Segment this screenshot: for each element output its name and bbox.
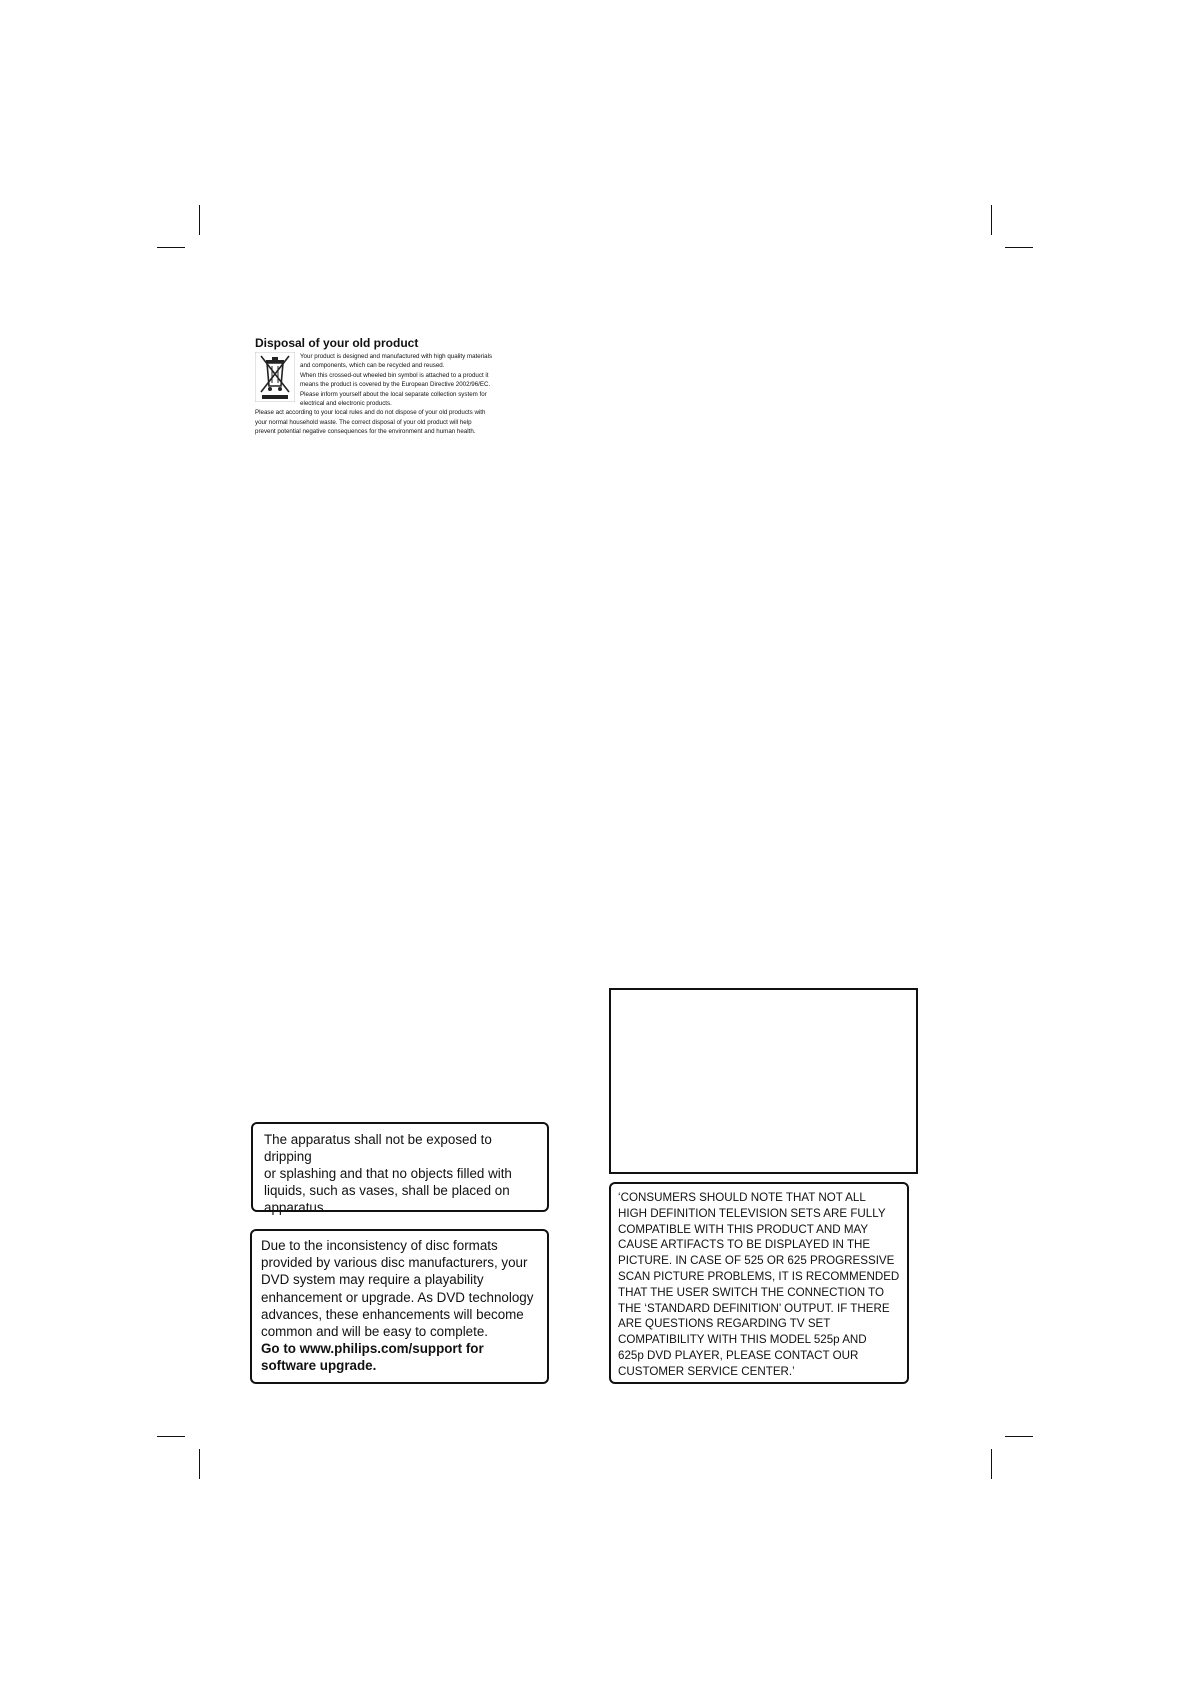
crop-mark-bottom-right-vertical: [991, 1449, 992, 1479]
consumer-notice-line: ‘CONSUMERS SHOULD NOTE THAT NOT ALL: [618, 1191, 866, 1204]
dripping-notice-box: [251, 1122, 549, 1215]
crop-mark-bottom-left-horizontal: [157, 1436, 185, 1437]
disposal-side-line: Please inform yourself about the local separate collection system for: [300, 390, 487, 398]
disposal-title: Disposal of your old product: [255, 336, 419, 350]
dripping-notice-line: liquids, such as vases, shall be placed on: [264, 1183, 510, 1198]
disc-notice-line: advances, these enhancements will become: [261, 1306, 524, 1322]
consumer-notice-box: [609, 1182, 909, 1384]
disposal-side-line: electrical and electronic products.: [300, 400, 392, 408]
crossed-out-wheeled-bin-icon: [255, 352, 295, 402]
crop-mark-bottom-left-vertical: [199, 1449, 200, 1479]
disposal-bottom-line: your normal household waste. The correct disposal of your old product will help: [255, 418, 472, 426]
consumer-notice-line: CUSTOMER SERVICE CENTER.’: [618, 1364, 795, 1378]
disc-format-notice-box: [250, 1229, 549, 1384]
disposal-bottom-text: [255, 408, 545, 436]
disc-notice-line: provided by various disc manufacturers, your: [261, 1255, 528, 1271]
consumer-notice-line: COMPATIBILITY WITH THIS MODEL 525p AND: [618, 1333, 867, 1347]
crop-mark-bottom-right-horizontal: [1005, 1436, 1033, 1437]
disposal-top-row: [255, 352, 545, 408]
disposal-side-line: and components, which can be recycled and reused.: [300, 362, 445, 370]
consumer-notice-line: HIGH DEFINITION TELEVISION SETS ARE FULLY: [618, 1206, 886, 1220]
consumer-notice-line: THE ‘STANDARD DEFINITION’ OUTPUT. IF THERE: [618, 1301, 890, 1315]
dripping-notice-line: The apparatus shall not be exposed to dripping: [264, 1132, 492, 1164]
empty-frame-box: [609, 988, 918, 1174]
crop-mark-top-right-vertical: [991, 205, 992, 235]
consumer-notice-line: PICTURE. IN CASE OF 525 OR 625 PROGRESSIVE: [618, 1254, 895, 1268]
consumer-notice-line: SCAN PICTURE PROBLEMS, IT IS RECOMMENDED: [618, 1269, 900, 1283]
dripping-notice-line: apparatus.: [264, 1200, 328, 1215]
disc-notice-line: Due to the inconsistency of disc formats: [261, 1238, 498, 1253]
consumer-notice-line: COMPATIBLE WITH THIS PRODUCT AND MAY: [618, 1222, 869, 1236]
software-upgrade-link-text: Go to www.philips.com/support for: [261, 1341, 484, 1357]
dripping-notice-line: or splashing and that no objects filled with: [264, 1166, 512, 1181]
disposal-side-line: Your product is designed and manufactured with high quality materials: [300, 353, 493, 360]
software-upgrade-link-text: software upgrade.: [261, 1358, 377, 1374]
crop-mark-top-left-horizontal: [157, 247, 185, 248]
disposal-side-line: When this crossed-out wheeled bin symbol is attached to a product it: [300, 371, 489, 379]
crop-mark-top-left-vertical: [199, 205, 200, 235]
disc-notice-line: enhancement or upgrade. As DVD technology: [261, 1289, 534, 1305]
disposal-bottom-line: Please act according to your local rules and do not dispose of your old products with: [255, 409, 486, 417]
consumer-notice-line: CAUSE ARTIFACTS TO BE DISPLAYED IN THE: [618, 1238, 871, 1252]
consumer-notice-line: THAT THE USER SWITCH THE CONNECTION TO: [618, 1285, 885, 1299]
disc-notice-line: DVD system may require a playability: [261, 1272, 484, 1288]
crop-mark-top-right-horizontal: [1005, 247, 1033, 248]
consumer-notice-line: 625p DVD PLAYER, PLEASE CONTACT OUR: [618, 1348, 859, 1362]
disposal-section: [255, 336, 545, 437]
disc-notice-line: common and will be easy to complete.: [261, 1324, 489, 1340]
disposal-side-line: means the product is covered by the European Directive 2002/96/EC.: [300, 381, 491, 389]
disposal-side-text: [300, 352, 492, 408]
disposal-bottom-line: prevent potential negative consequences for the environment and human health.: [255, 428, 476, 436]
consumer-notice-line: ARE QUESTIONS REGARDING TV SET: [618, 1317, 831, 1331]
